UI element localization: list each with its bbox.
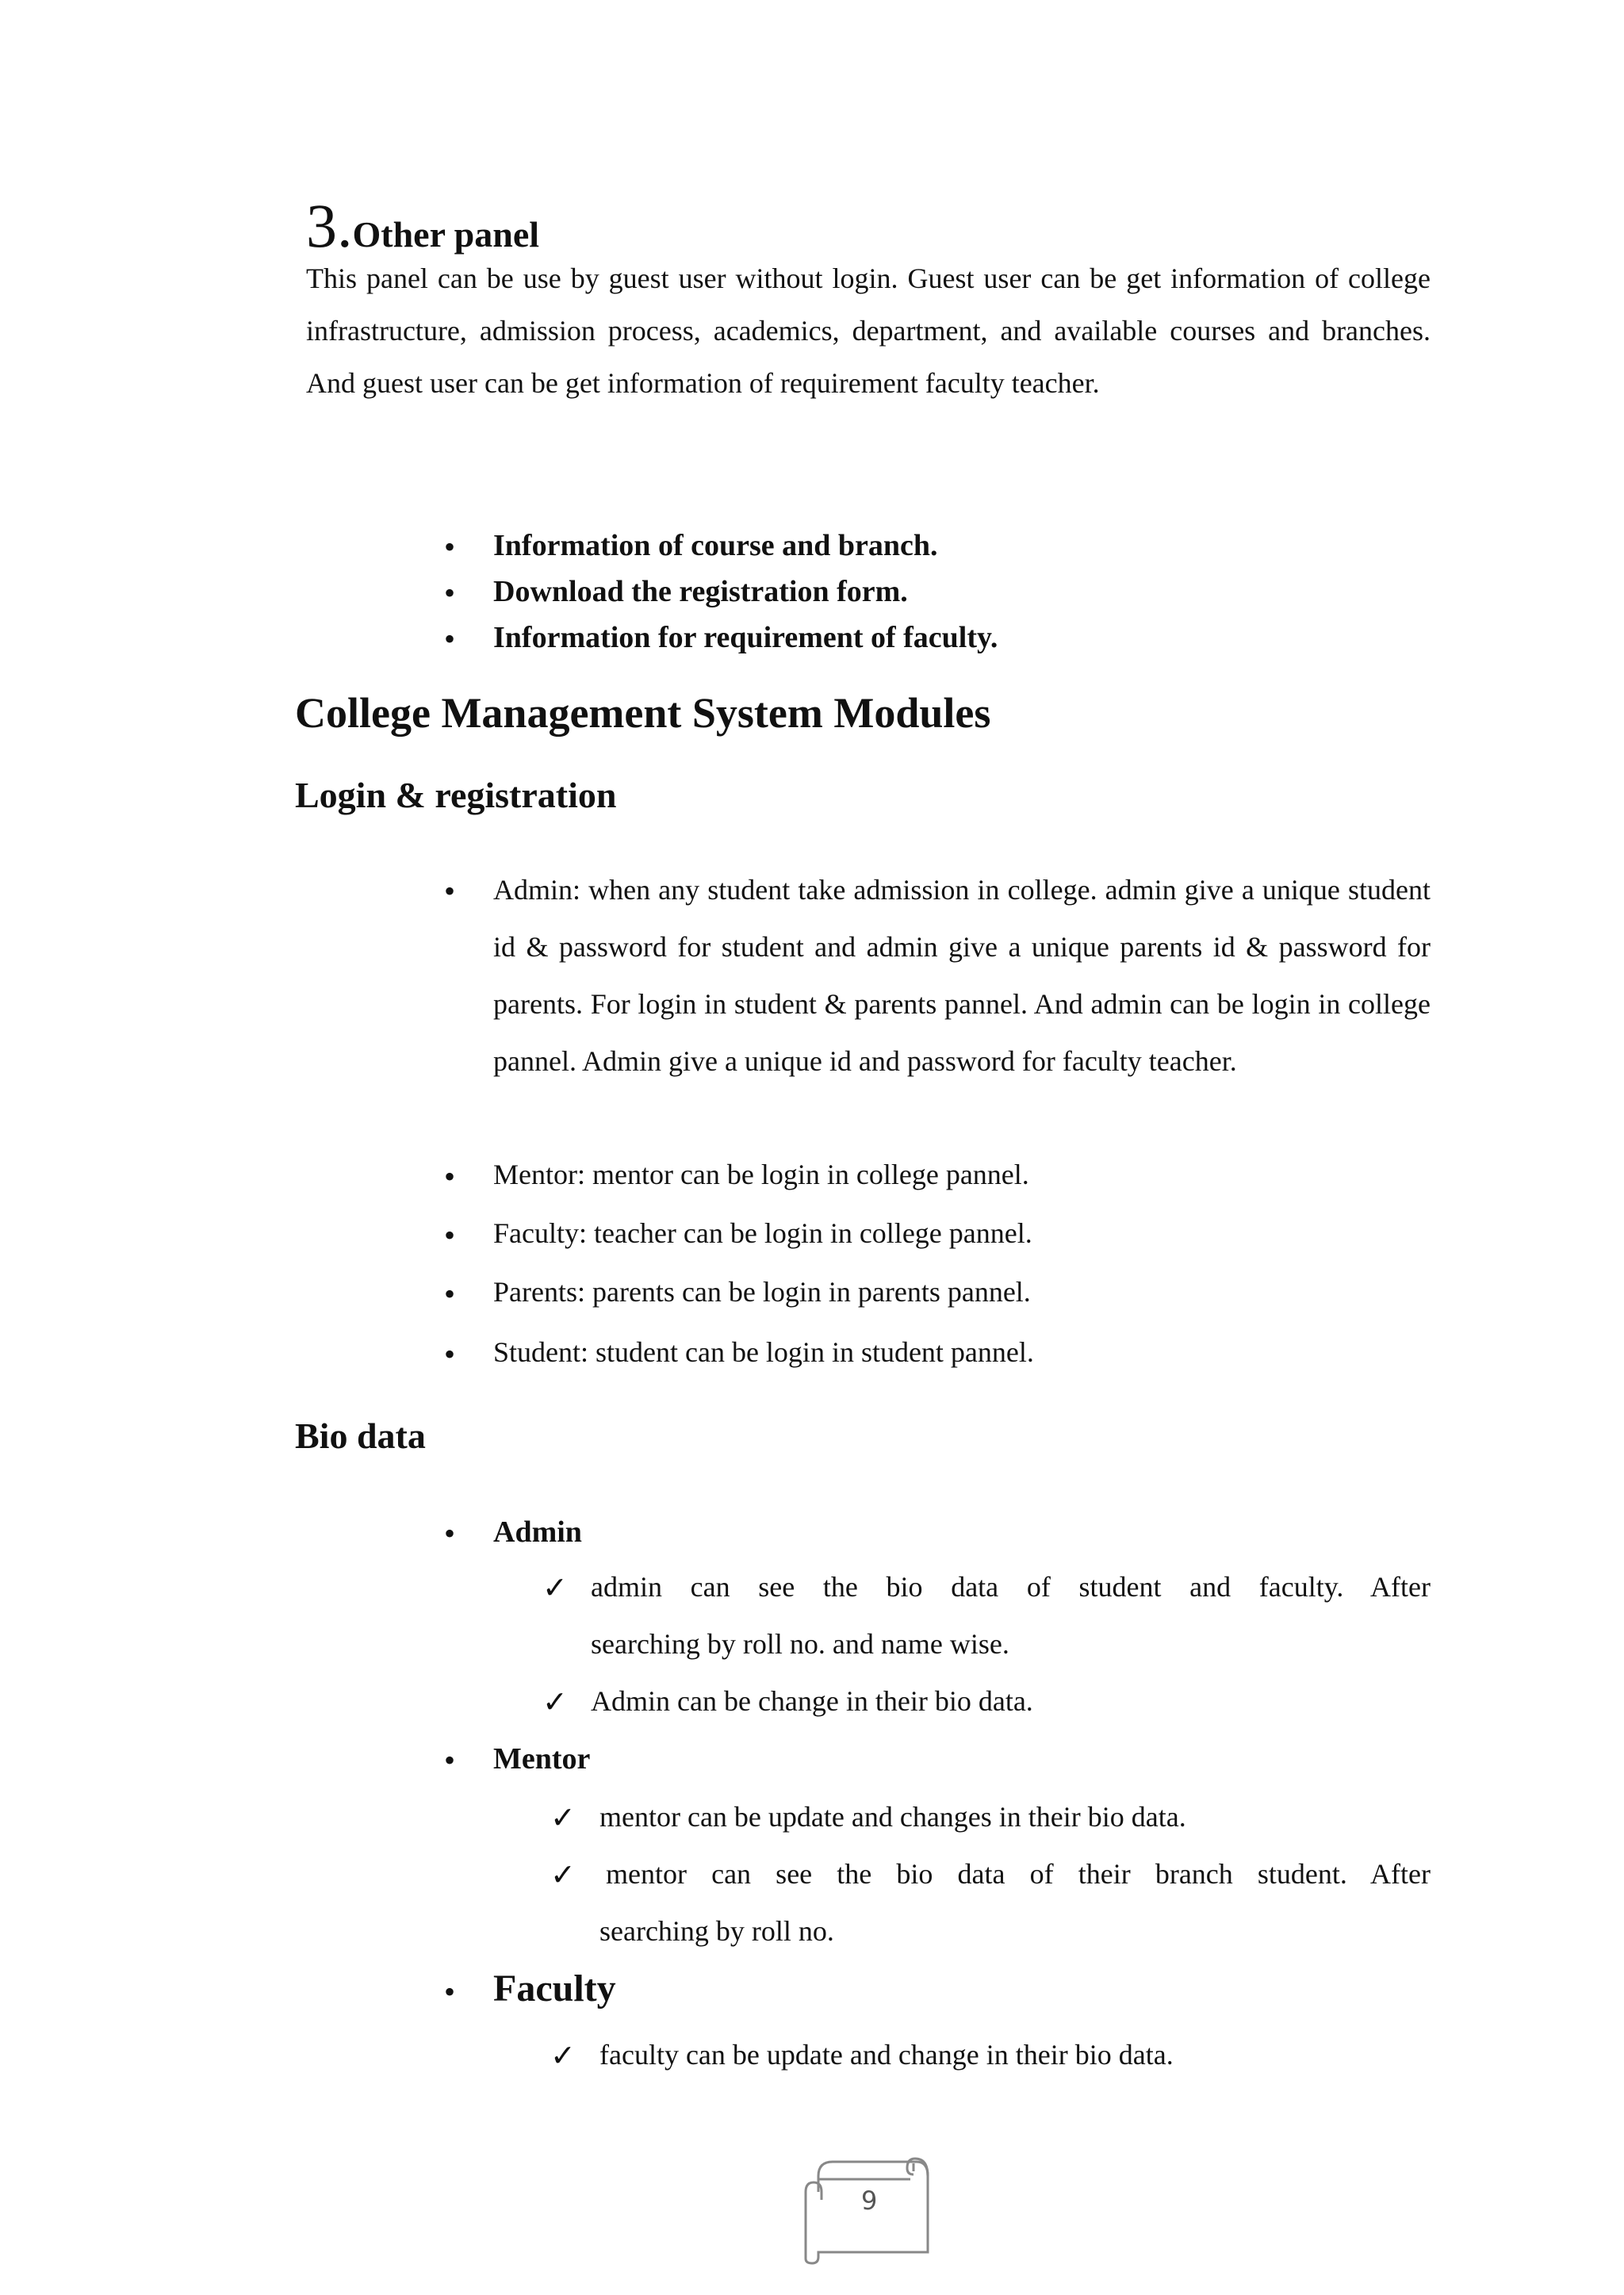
check-icon: ✓ xyxy=(542,1686,568,1719)
bullet-icon: • xyxy=(444,621,456,657)
bullet-icon: • xyxy=(444,1217,456,1253)
login-admin-text: Admin: when any student take admission in college. admin give a unique student id & password for student and admin give a unique parents id & password for parents. For login in student & parents pannel. And admin can be login in college pannel. Admin give a unique id and password for faculty teacher. xyxy=(493,874,1431,1077)
bio-admin-check2: Admin can be change in their bio data. xyxy=(591,1685,1033,1717)
check-icon: ✓ xyxy=(550,2040,576,2073)
bullet-icon: • xyxy=(444,1276,456,1312)
bio-admin-check1-line2: searching by roll no. and name wise. xyxy=(591,1628,1009,1660)
bio-heading: Bio data xyxy=(295,1416,426,1456)
bio-mentor-label: Mentor xyxy=(493,1742,591,1776)
login-heading: Login & registration xyxy=(295,775,617,815)
list-item-faculty-requirement: Information for requirement of faculty. xyxy=(493,621,998,654)
bio-mentor-check2-line1: mentor can see the bio data of their branch student. After xyxy=(606,1858,1431,1890)
check-icon: ✓ xyxy=(542,1572,568,1605)
bullet-icon: • xyxy=(444,1515,456,1551)
bio-faculty-check1: faculty can be update and change in their bio data. xyxy=(599,2039,1174,2071)
bullet-icon: • xyxy=(444,529,456,565)
section-number: 3. xyxy=(306,191,353,260)
bio-mentor-check1: mentor can be update and changes in their bio data. xyxy=(599,1801,1186,1833)
check-icon: ✓ xyxy=(550,1802,576,1835)
section-heading xyxy=(306,190,539,262)
bullet-icon: • xyxy=(444,1974,456,2010)
bullet-icon: • xyxy=(444,575,456,611)
bio-mentor-check2-line2: searching by roll no. xyxy=(599,1915,834,1947)
modules-heading: College Management System Modules xyxy=(295,689,991,737)
check-icon: ✓ xyxy=(550,1859,576,1892)
login-mentor-text: Mentor: mentor can be login in college pannel. xyxy=(493,1159,1029,1190)
section-title: Other panel xyxy=(352,214,540,255)
login-student-text: Student: student can be login in student pannel. xyxy=(493,1336,1034,1368)
login-faculty-text: Faculty: teacher can be login in college pannel. xyxy=(493,1217,1032,1249)
login-parents-text: Parents: parents can be login in parents pannel. xyxy=(493,1276,1031,1308)
intro-paragraph: This panel can be use by guest user without login. Guest user can be get information of college infrastructure, admission process, academics, department, and available courses and branches. And guest user can be get information of requirement faculty teacher. xyxy=(306,262,1431,399)
list-item-course-info: Information of course and branch. xyxy=(493,529,938,562)
list-item-download-form: Download the registration form. xyxy=(493,575,908,608)
bullet-icon: • xyxy=(444,1742,456,1778)
bio-admin-check1-line1: admin can see the bio data of student and faculty. After xyxy=(591,1571,1431,1603)
bio-admin-label: Admin xyxy=(493,1515,582,1549)
bio-faculty-label: Faculty xyxy=(493,1967,616,2010)
bullet-icon: • xyxy=(444,873,456,909)
page-number: 9 xyxy=(861,2186,878,2216)
bullet-icon: • xyxy=(444,1159,456,1194)
bullet-icon: • xyxy=(444,1336,456,1372)
